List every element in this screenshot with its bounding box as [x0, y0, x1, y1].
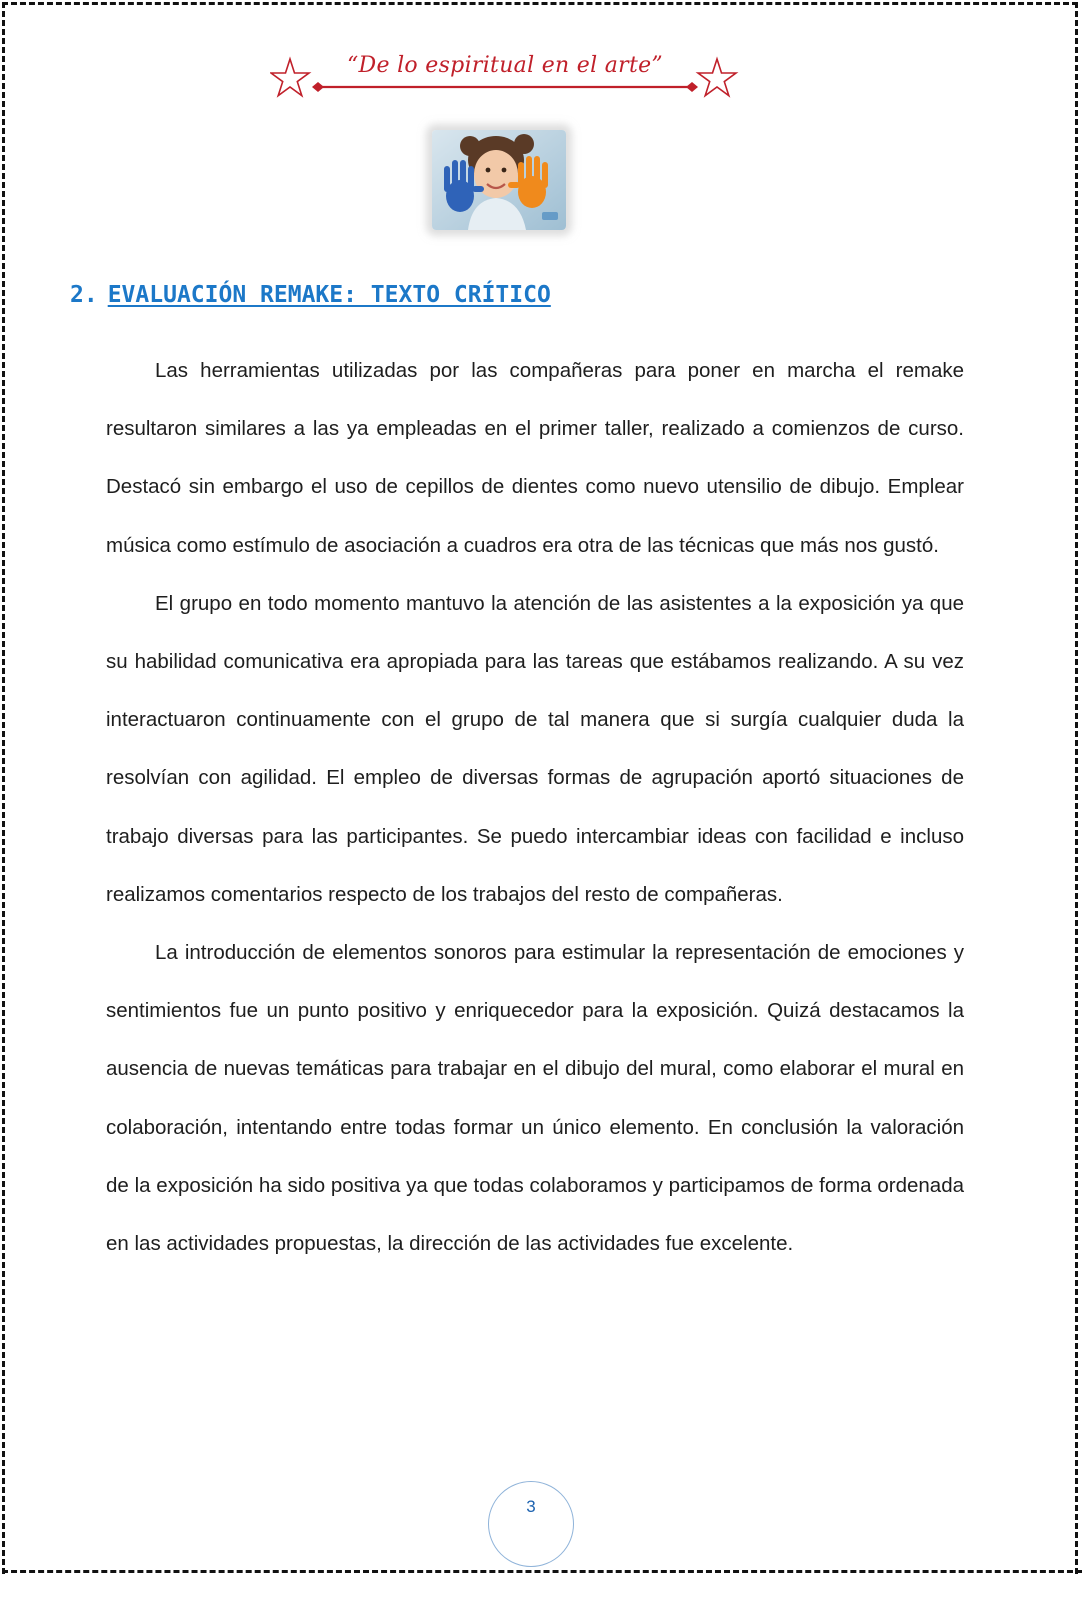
paragraph: La introducción de elementos sonoros para estimular la representación de emociones y sentimientos fue un punto positivo y enriquecedor para la exposición. Quizá destacamos la ausencia de nuevas temáticas para trabajar en el dibujo del mural, como elaborar el mural en colaboración, intentando entre todas formar un único elemento. En conclusión la valoración de la exposición ha sido positiva ya que todas colaboramos y participamos de forma ordenada en las actividades propuestas, la dirección de las actividades fue excelente.	[106, 941, 964, 1256]
star-outline-icon	[698, 59, 736, 96]
page-number-label: 3	[526, 1497, 536, 1516]
diamond-icon	[312, 82, 324, 92]
paragraph: El grupo en todo momento mantuvo la atención de las asistentes a la exposición ya que su habilidad comunicativa era apropiada para las tareas que estábamos realizando. A su vez interactuaron continuamente con el grupo de tal manera que si surgía cualquier duda la resolvían con agilidad. El empleo de diversas formas de agrupación aportó situaciones de trabajo diversas para las participantes. Se puedo intercambiar ideas con facilidad e incluso realizamos comentarios respecto de los trabajos del resto de compañeras.	[106, 591, 964, 906]
diamond-icon	[686, 82, 698, 92]
header-title: “De lo espiritual en el arte”	[347, 53, 663, 78]
page-header	[270, 45, 760, 120]
body-text	[106, 342, 964, 1273]
paragraph: Las herramientas utilizadas por las compañeras para poner en marcha el remake resultaron similares a las ya empleadas en el primer taller, realizado a comienzos de curso. Destacó sin embargo el uso de cepillos de dientes como nuevo utensilio de dibujo. Emplear música como estímulo de asociación a cuadros era otra de las técnicas que más nos gustó.	[106, 359, 964, 557]
section-title: EVALUACIÓN REMAKE: TEXTO CRÍTICO	[107, 282, 551, 308]
star-outline-icon	[271, 59, 309, 96]
section-number: 2.	[70, 282, 98, 308]
page-number	[488, 1481, 574, 1567]
page-border-bottom	[2, 1570, 1082, 1573]
child-painted-hands-photo	[432, 130, 566, 230]
photo-illustration	[432, 130, 566, 230]
section-heading	[70, 282, 551, 308]
